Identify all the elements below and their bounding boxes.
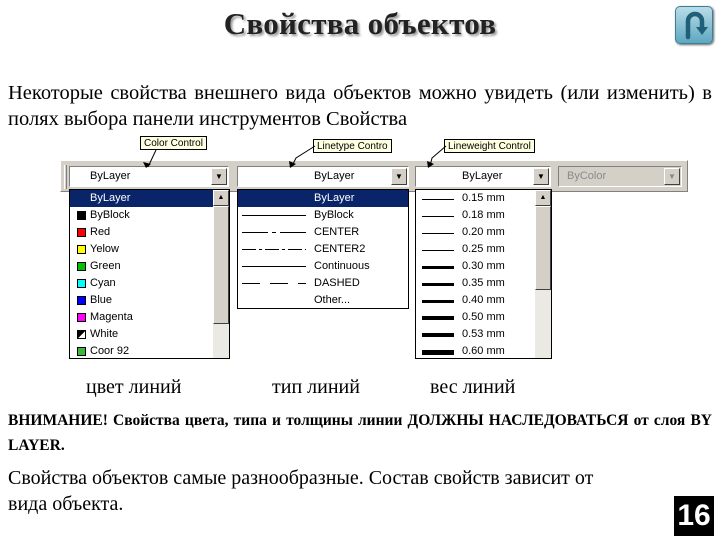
lineweight-dropdown-list[interactable] xyxy=(415,189,552,359)
color-list-scrollbar[interactable] xyxy=(213,190,229,358)
lineweight-list-label: 0.53 mm xyxy=(462,328,505,340)
lineweight-preview-icon xyxy=(422,316,454,320)
color-swatch-icon xyxy=(77,211,86,220)
linetype-list-item[interactable] xyxy=(238,241,408,258)
color-list-item[interactable] xyxy=(70,343,229,359)
lineweight-preview-icon xyxy=(422,300,454,303)
color-list-item[interactable] xyxy=(70,275,229,292)
lineweight-list-label: 0.40 mm xyxy=(462,294,505,306)
lineweight-list-item[interactable] xyxy=(416,292,551,309)
lineweight-list-label: 0.15 mm xyxy=(462,192,505,204)
lineweight-preview-icon xyxy=(422,216,454,217)
linetype-preview-icon xyxy=(242,232,306,233)
summary-text: Свойства объектов самые разнообразные. Состав свойств зависит от вида объекта. xyxy=(8,467,594,515)
color-list-item[interactable] xyxy=(70,207,229,224)
chevron-down-icon[interactable]: ▼ xyxy=(211,168,227,185)
linetype-list-label: CENTER xyxy=(314,226,360,238)
lineweight-list-label: 0.25 mm xyxy=(462,243,505,255)
lineweight-control-value: ByLayer xyxy=(462,170,503,182)
lineweight-preview-icon xyxy=(422,266,454,269)
linetype-preview-icon xyxy=(242,249,306,250)
linetype-list-item[interactable] xyxy=(238,275,408,292)
color-swatch-icon xyxy=(77,245,86,254)
color-list-item[interactable] xyxy=(70,292,229,309)
lineweight-list-item[interactable] xyxy=(416,258,551,275)
intro-text: Некоторые свойства внешнего вида объектов можно увидеть (или изменить) в полях выбора панели инструментов Свойства xyxy=(8,82,712,130)
linetype-preview-icon xyxy=(242,215,306,216)
plotstyle-control-value: ByColor xyxy=(567,170,607,182)
linetype-preview-icon xyxy=(242,283,306,284)
color-list-label: White xyxy=(90,328,119,340)
lineweight-preview-icon xyxy=(422,233,454,234)
lineweight-list-scrollbar[interactable] xyxy=(535,190,551,358)
color-list-label: Magenta xyxy=(90,311,133,323)
lineweight-preview-icon xyxy=(422,283,454,286)
color-list-label: Green xyxy=(90,260,121,272)
lineweight-control-combo[interactable] xyxy=(415,166,551,187)
scroll-thumb[interactable] xyxy=(213,206,229,324)
color-swatch-icon xyxy=(77,296,86,305)
scroll-thumb[interactable] xyxy=(535,206,551,290)
color-swatch-icon xyxy=(77,228,86,237)
lineweight-list-item[interactable] xyxy=(416,309,551,326)
color-swatch-icon xyxy=(77,262,86,271)
caption-linetype: тип линий xyxy=(272,376,360,398)
color-swatch-icon xyxy=(77,313,86,322)
color-list-item[interactable] xyxy=(70,224,229,241)
lineweight-preview-icon xyxy=(422,199,454,200)
scroll-up-icon[interactable]: ▲ xyxy=(535,190,551,206)
linetype-list-item[interactable] xyxy=(238,258,408,275)
linetype-list-item[interactable] xyxy=(238,224,408,241)
linetype-dropdown-list[interactable] xyxy=(237,189,409,309)
color-list-label: Cyan xyxy=(90,277,116,289)
lineweight-list-item[interactable] xyxy=(416,190,551,207)
linetype-list-label: Continuous xyxy=(314,260,370,272)
color-list-label: Blue xyxy=(90,294,113,306)
warning-text: ВНИМАНИЕ! Свойства цвета, типа и толщины линии ДОЛЖНЫ НАСЛЕДОВАТЬСЯ от слоя BY LAYER. xyxy=(8,412,712,454)
color-list-label: Yelow xyxy=(90,243,119,255)
return-button[interactable] xyxy=(675,6,713,44)
linetype-list-item[interactable] xyxy=(238,292,408,309)
color-swatch-icon xyxy=(77,330,86,339)
caption-color: цвет линий xyxy=(86,376,182,398)
color-swatch-icon xyxy=(77,347,86,356)
lineweight-preview-icon xyxy=(422,250,454,251)
scroll-up-icon[interactable]: ▲ xyxy=(213,190,229,206)
chevron-down-icon[interactable]: ▼ xyxy=(533,168,549,185)
caption-lineweight: вес линий xyxy=(430,376,516,398)
linetype-list-label: ByLayer xyxy=(314,192,355,204)
color-list-item[interactable] xyxy=(70,326,229,343)
lineweight-list-label: 0.18 mm xyxy=(462,209,505,221)
lineweight-list-item[interactable] xyxy=(416,207,551,224)
color-control-value: ByLayer xyxy=(90,170,131,182)
return-u-turn-icon xyxy=(676,7,714,45)
linetype-control-value: ByLayer xyxy=(314,170,355,182)
linetype-control-combo[interactable] xyxy=(237,166,409,187)
slide-title: Свойства объектов xyxy=(223,6,497,41)
color-list-item[interactable] xyxy=(70,258,229,275)
linetype-list-label: ByBlock xyxy=(314,209,354,221)
color-swatch-icon xyxy=(77,279,86,288)
linetype-list-item[interactable] xyxy=(238,190,408,207)
linetype-list-label: CENTER2 xyxy=(314,243,366,255)
lineweight-list-item[interactable] xyxy=(416,343,551,359)
color-dropdown-list[interactable] xyxy=(69,189,230,359)
lineweight-list-label: 0.35 mm xyxy=(462,277,505,289)
color-control-combo[interactable] xyxy=(69,166,229,187)
page-number: 16 xyxy=(674,496,714,536)
color-list-label: ByLayer xyxy=(90,192,131,204)
lineweight-list-label: 0.30 mm xyxy=(462,260,505,272)
chevron-down-icon[interactable]: ▼ xyxy=(664,168,680,185)
color-list-item[interactable] xyxy=(70,309,229,326)
color-list-label: ByBlock xyxy=(90,209,130,221)
toolbar-grip[interactable] xyxy=(64,165,67,189)
lineweight-list-label: 0.20 mm xyxy=(462,226,505,238)
lineweight-list-label: 0.50 mm xyxy=(462,311,505,323)
linetype-preview-icon xyxy=(242,266,306,267)
color-list-item[interactable] xyxy=(70,190,229,207)
lineweight-list-item[interactable] xyxy=(416,241,551,258)
linetype-list-label: Other... xyxy=(314,294,351,306)
lineweight-list-item[interactable] xyxy=(416,275,551,292)
lineweight-list-label: 0.60 mm xyxy=(462,345,505,357)
color-list-label: Coor 92 xyxy=(90,345,130,357)
color-list-item[interactable] xyxy=(70,241,229,258)
lineweight-preview-icon xyxy=(422,333,454,337)
lineweight-list-item[interactable] xyxy=(416,224,551,241)
lineweight-control-callout: Lineweight Control xyxy=(444,139,535,153)
chevron-down-icon[interactable]: ▼ xyxy=(391,168,407,185)
lineweight-list-item[interactable] xyxy=(416,326,551,343)
linetype-list-item[interactable] xyxy=(238,207,408,224)
color-control-callout: Color Control xyxy=(140,136,207,150)
lineweight-preview-icon xyxy=(422,350,454,355)
linetype-list-label: DASHED xyxy=(314,277,360,289)
linetype-control-callout: Linetype Contro xyxy=(313,139,392,153)
plotstyle-control-combo[interactable] xyxy=(558,166,682,187)
color-list-label: Red xyxy=(90,226,111,238)
